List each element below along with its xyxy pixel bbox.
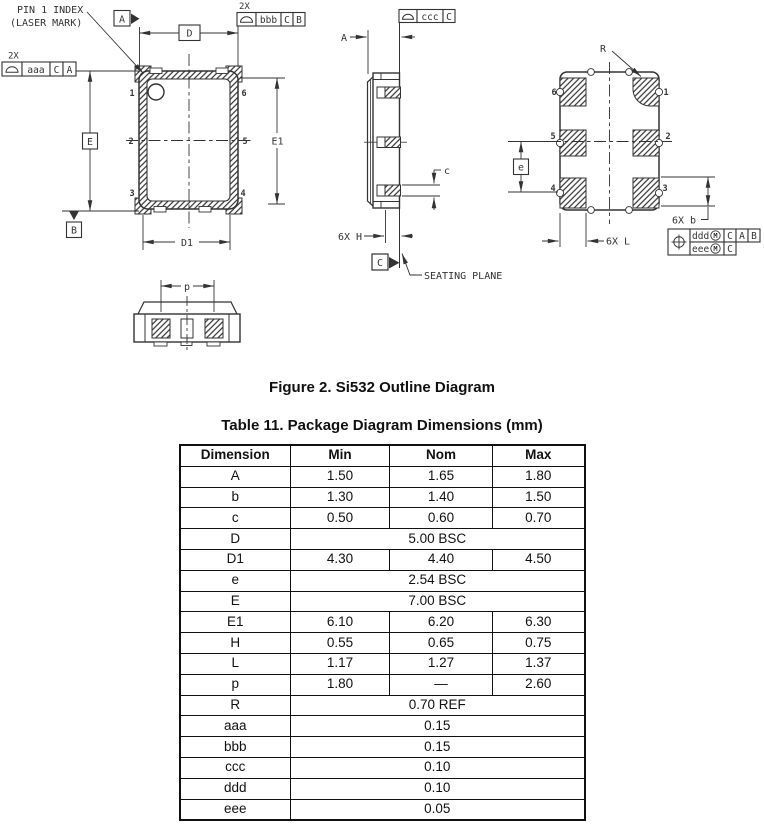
table-row [180, 591, 585, 612]
table-cell: 4.40 [390, 549, 493, 570]
svg-text:C: C [446, 11, 452, 23]
datum-triangle [389, 257, 400, 269]
svg-text:eee: eee [692, 244, 710, 255]
table-cell: H [180, 633, 291, 654]
table-cell: e [180, 570, 291, 591]
svg-text:ddd: ddd [692, 231, 710, 242]
table-row [180, 757, 585, 778]
table-cell: aaa [180, 716, 291, 737]
pin-number: 2 [128, 137, 134, 147]
side-pad [385, 87, 401, 98]
pin-number: 3 [662, 184, 668, 194]
table-cell: 0.10 [291, 778, 585, 799]
pitch-view [134, 279, 240, 351]
dim-label-H: 6X H [338, 232, 363, 243]
table-cell: 4.30 [291, 549, 390, 570]
col-header-dimension: Dimension [180, 445, 291, 466]
table-cell: 1.30 [291, 487, 390, 508]
table-cell: 1.80 [493, 466, 585, 487]
table-cell: 0.50 [291, 508, 390, 529]
table-cell: L [180, 653, 291, 674]
table-cell: 1.27 [390, 653, 493, 674]
datum-triangle [131, 14, 140, 25]
dim-label-p: p [183, 282, 191, 293]
table-row [180, 487, 585, 508]
table-cell: 1.50 [493, 487, 585, 508]
pin-number: 1 [663, 88, 669, 98]
table-cell: 1.37 [493, 653, 585, 674]
pin-number: 5 [242, 137, 248, 147]
dim-label-L: 6X L [606, 236, 631, 248]
dim-label-e: e [517, 162, 525, 174]
dimensions-table [179, 444, 586, 821]
svg-text:B: B [751, 231, 757, 242]
pin-number: 4 [550, 184, 556, 194]
table-cell: 4.50 [493, 549, 585, 570]
table-cell: 1.17 [291, 653, 390, 674]
pin-number: 4 [240, 189, 246, 199]
svg-text:A: A [739, 231, 745, 242]
table-cell: 1.65 [390, 466, 493, 487]
svg-text:ccc: ccc [421, 11, 439, 23]
table-cell: 0.05 [291, 799, 585, 820]
table-cell: bbb [180, 737, 291, 758]
pin-number: 5 [550, 132, 556, 142]
table-header-row [180, 445, 585, 466]
pin-number: 6 [551, 88, 557, 98]
pin1-index-mark [148, 84, 164, 100]
outline-diagram [0, 0, 764, 362]
table-row [180, 737, 585, 758]
dim-label-R: R [600, 44, 607, 55]
table-cell: c [180, 508, 291, 529]
svg-text:C: C [727, 244, 733, 255]
dim-label-b: 6X b [672, 215, 697, 227]
table-row [180, 695, 585, 716]
pin-number: 1 [129, 89, 135, 99]
dim-label-A: A [341, 33, 348, 44]
table-cell: D [180, 529, 291, 550]
table-row [180, 570, 585, 591]
pin1-note-line2: (LASER MARK) [10, 18, 83, 29]
datum-a-label: A [118, 14, 126, 26]
table-row [180, 799, 585, 820]
fcf-bbb-qty: 2X [239, 2, 250, 12]
side-pad [385, 185, 401, 196]
table-cell: 1.80 [291, 674, 390, 695]
figure-caption: Figure 2. Si532 Outline Diagram [269, 379, 495, 396]
table-cell: 0.15 [291, 716, 585, 737]
table-cell: 6.10 [291, 612, 390, 633]
table-title: Table 11. Package Diagram Dimensions (mm) [221, 417, 543, 434]
col-header-min: Min [291, 445, 390, 466]
pin-number: 6 [241, 89, 247, 99]
table-row [180, 529, 585, 550]
dim-label-D: D [186, 28, 193, 40]
table-cell: 5.00 BSC [291, 529, 585, 550]
table-cell: 0.65 [390, 633, 493, 654]
table-cell: A [180, 466, 291, 487]
table-row [180, 549, 585, 570]
table-cell: 2.60 [493, 674, 585, 695]
table-row [180, 716, 585, 737]
leader-line [402, 254, 422, 276]
table-cell: 6.20 [390, 612, 493, 633]
pin-number: 3 [129, 189, 135, 199]
svg-text:aaa: aaa [27, 65, 45, 76]
svg-text:C: C [53, 65, 60, 76]
side-view [338, 10, 502, 283]
table-cell: b [180, 487, 291, 508]
front-view [2, 2, 305, 250]
fcf-aaa-qty: 2X [8, 51, 19, 62]
table-row [180, 612, 585, 633]
table-row [180, 466, 585, 487]
table-cell: 0.75 [493, 633, 585, 654]
bottom-view [508, 44, 760, 255]
table-row [180, 778, 585, 799]
table-row [180, 633, 585, 654]
col-header-nom: Nom [390, 445, 493, 466]
table-cell: ddd [180, 778, 291, 799]
side-pad [385, 137, 401, 148]
dim-label-E1: E1 [271, 136, 284, 148]
col-header-max: Max [493, 445, 585, 466]
pin1-note-line1: PIN 1 INDEX [17, 5, 84, 16]
table-cell: 0.10 [291, 757, 585, 778]
table-row [180, 653, 585, 674]
svg-text:A: A [66, 65, 73, 76]
dim-label-D1: D1 [180, 238, 194, 249]
svg-text:B: B [296, 15, 302, 26]
pin-number: 2 [665, 132, 671, 142]
dim-label-c: c [444, 166, 451, 177]
table-row [180, 674, 585, 695]
table-cell: R [180, 695, 291, 716]
side-pad [205, 319, 223, 338]
table-cell: 0.55 [291, 633, 390, 654]
datum-b-label: B [70, 225, 78, 237]
side-pad [152, 319, 170, 338]
svg-text:C: C [284, 15, 290, 26]
table-cell: 7.00 BSC [291, 591, 585, 612]
table-cell: ccc [180, 757, 291, 778]
table-cell: eee [180, 799, 291, 820]
table-cell: p [180, 674, 291, 695]
seating-plane-label: SEATING PLANE [424, 271, 503, 282]
table-cell: 0.15 [291, 737, 585, 758]
table-cell: — [390, 674, 493, 695]
svg-text:M: M [713, 245, 718, 254]
table-cell: 1.40 [390, 487, 493, 508]
datum-c-label: C [376, 258, 384, 269]
table-cell: 2.54 BSC [291, 570, 585, 591]
table-cell: 0.60 [390, 508, 493, 529]
svg-text:bbb: bbb [259, 15, 278, 26]
datum-triangle [69, 211, 79, 220]
table-cell: 0.70 REF [291, 695, 585, 716]
table-row [180, 508, 585, 529]
table-cell: 1.50 [291, 466, 390, 487]
table-cell: E [180, 591, 291, 612]
lid-profile [138, 302, 237, 314]
dim-label-E: E [86, 137, 94, 148]
table-cell: 6.30 [493, 612, 585, 633]
svg-text:C: C [727, 231, 733, 242]
table-cell: D1 [180, 549, 291, 570]
svg-text:M: M [713, 232, 718, 241]
table-cell: 0.70 [493, 508, 585, 529]
table-cell: E1 [180, 612, 291, 633]
